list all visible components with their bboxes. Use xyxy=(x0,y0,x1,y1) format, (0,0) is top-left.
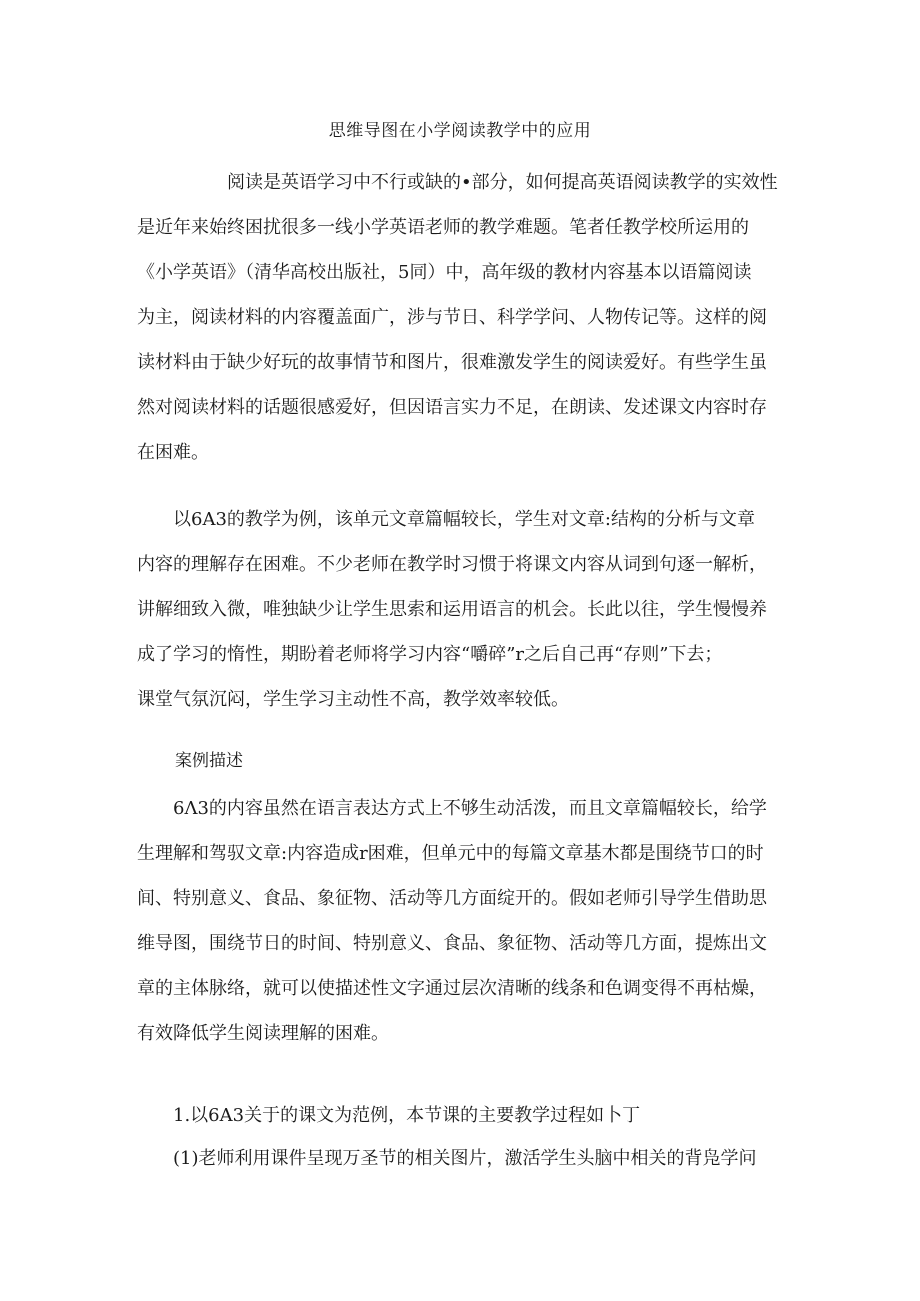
section-heading-case: 案例描述 xyxy=(175,751,243,771)
paragraph-line: 讲解细致入微，唯独缺少让学生思索和运用语言的机会。长此以往，学生慢慢养 xyxy=(137,599,767,620)
paragraph-example xyxy=(137,497,787,722)
paragraph-line: (1)老师利用课件呈现万圣节的相关图片，激活学生头脑中相关的背凫学问 xyxy=(137,1148,757,1169)
paragraph-line: 6Λ3的内容虽然在语言表达方式上不够生动活泼，而且文章篇幅较长，给学 xyxy=(137,798,767,819)
paragraph-line: 有效降低学生阅读理解的困难。 xyxy=(137,1023,389,1044)
list-item-1-1 xyxy=(137,1136,787,1181)
paragraph-line: 成了学习的惰性，期盼着老师将学习内容“嚼碎”r之后自己再“存则”下去； xyxy=(137,644,723,665)
paragraph-line: 内容的理解存在困难。不少老师在教学时习惯于将课文内容从词到句逐一解析， xyxy=(137,554,767,575)
paragraph-line: 是近年来始终困扰很多一线小学英语老师的教学难题。笔者任教学校所运用的 xyxy=(137,217,749,238)
paragraph-line: 维导图，围绕节日的时间、特别意义、食品、象征物、活动等几方面，提炼出文 xyxy=(137,933,767,954)
paragraph-line: 《小学英语》（清华高校出版社，5同）中，高年级的教材内容基本以语篇阅读 xyxy=(137,262,752,283)
list-item-1 xyxy=(137,1093,787,1138)
paragraph-line: 课堂气氛沉闷，学生学习主动性不高，教学效率较低。 xyxy=(137,689,569,710)
paragraph-line: 章的主体脉络，就可以使描述性文字通过层次清晰的线条和色调变得不再枯燥， xyxy=(137,978,767,999)
paragraph-line: 生理解和驾驭文章:内容造成r困难，但单元中的每篇文章基木都是围绕节口的时 xyxy=(137,843,764,864)
paragraph-line: 阅读是英语学习中不行或缺的•部分，如何提高英语阅读教学的实效性 xyxy=(137,172,778,193)
paragraph-line: 以6A3的教学为例，该单元文章篇幅较长，学生对文章:结构的分析与文章 xyxy=(137,509,755,530)
paragraph-line: 为主，阅读材料的内容覆盖面广，涉与节日、科学学问、人物传记等。这样的阅 xyxy=(137,307,767,328)
paragraph-line: 间、特别意义、食品、象征物、活动等几方面绽开的。假如老师引导学生借助思 xyxy=(137,888,767,909)
paragraph-case xyxy=(137,786,787,1056)
paragraph-intro xyxy=(137,160,787,475)
paragraph-line: 读材料由于缺少好玩的故事情节和图片，很难激发学生的阅读爱好。有些学生虽 xyxy=(137,352,767,373)
document-title: 思维导图在小学阅读教学中的应用 xyxy=(328,121,592,141)
paragraph-line: 然对阅读材料的话题很感爱好，但因语言实力不足，在朗读、发述课文内容时存 xyxy=(137,397,767,418)
paragraph-line: 1.以6A3关于的课文为范例，本节课的主要教学过程如卜丁 xyxy=(137,1105,641,1126)
paragraph-line: 在困难。 xyxy=(137,442,209,463)
